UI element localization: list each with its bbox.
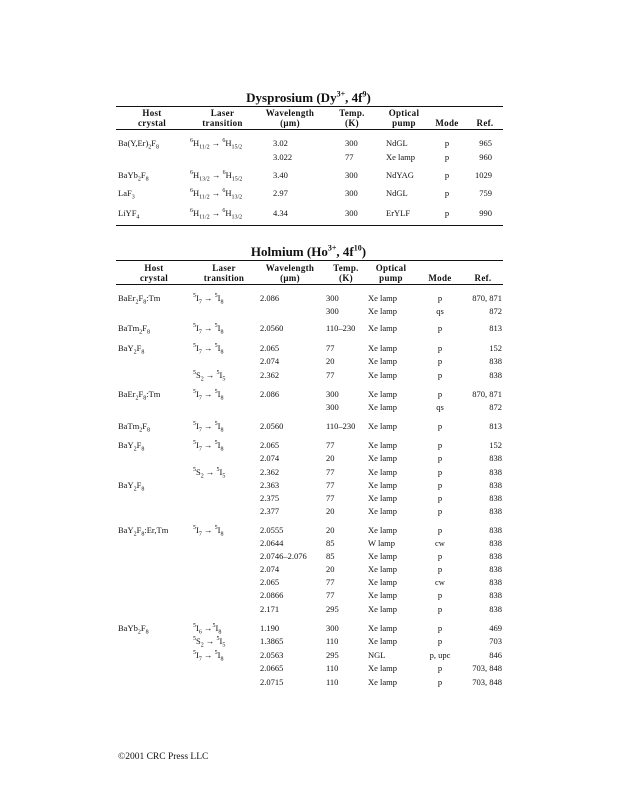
holmium-cell-wl: 2.086 (260, 389, 280, 399)
holmium-cell-ref: 813 (489, 323, 502, 333)
holmium-title: Holmium ($Ho^{3+}$, $4f^{10}$) (250, 243, 367, 259)
holmium-cell-ref: 838 (489, 453, 502, 463)
col-ref: Ref. (474, 273, 492, 283)
holmium-cell-pump: Xe lamp (368, 293, 398, 303)
holmium-cell-wl: 2.362 (260, 370, 280, 380)
col-host: Host crystal (139, 263, 169, 283)
holmium-cell-pump: Xe lamp (368, 551, 398, 561)
holmium-cell-host: $BaY_2F_8$ (118, 343, 145, 356)
holmium-cell-mode: p (437, 343, 443, 353)
holmium-cell-wl: 2.074 (260, 453, 280, 463)
holmium-cell-ref: 838 (489, 467, 502, 477)
holmium-cell-wl: 2.0560 (260, 323, 284, 333)
holmium-cell-wl: 2.086 (260, 293, 280, 303)
holmium-cell-ref: 838 (489, 370, 502, 380)
holmium-cell-temp: 300 (326, 306, 339, 316)
holmium-cell-ref: 872 (489, 402, 502, 412)
holmium-cell-trans: $^5I_7 \to ^5I_8$ (193, 525, 224, 538)
holmium-cell-pump: Xe lamp (368, 440, 398, 450)
col-mode: Mode (435, 118, 459, 128)
holmium-cell-mode: p (437, 493, 443, 503)
dysprosium-cell-host: $BaYb_2F_8$ (118, 170, 149, 183)
holmium-cell-temp: 77 (326, 343, 335, 353)
holmium-cell-temp: 20 (326, 564, 335, 574)
holmium-cell-mode: p (437, 421, 443, 431)
holmium-cell-ref: 838 (489, 590, 502, 600)
holmium-cell-ref: 152 (489, 440, 502, 450)
holmium-cell-wl: 2.074 (260, 564, 280, 574)
holmium-cell-trans: $^5S_2 \to ^5I_5$ (193, 636, 226, 649)
holmium-cell-wl: 2.0560 (260, 421, 284, 431)
holmium-cell-temp: 77 (326, 370, 335, 380)
holmium-cell-trans: $^5S_2 \to ^5I_5$ (193, 370, 226, 383)
holmium-cell-host: $BaTm_2F_8$ (118, 323, 150, 336)
ho-top-rule (116, 260, 503, 261)
holmium-cell-temp: 20 (326, 453, 335, 463)
holmium-cell-temp: 85 (326, 538, 335, 548)
holmium-cell-mode: p (437, 356, 443, 366)
holmium-cell-ref: 838 (489, 480, 502, 490)
holmium-cell-ref: 838 (489, 506, 502, 516)
col-ref: Ref. (476, 118, 494, 128)
holmium-cell-temp: 77 (326, 440, 335, 450)
col-temp: Temp. (K) (333, 263, 359, 283)
dysprosium-cell-temp: 77 (345, 152, 354, 162)
dysprosium-cell-ref: 1029 (475, 170, 492, 180)
dy-header-rule (116, 129, 503, 130)
holmium-cell-trans: $^5I_7 \to ^5I_8$ (193, 343, 224, 356)
holmium-cell-mode: p (437, 467, 443, 477)
dysprosium-cell-ref: 960 (479, 152, 492, 162)
holmium-cell-pump: Xe lamp (368, 590, 398, 600)
holmium-cell-mode: p, upc (429, 650, 451, 660)
holmium-cell-host: $BaY_2F_8$ (118, 480, 145, 493)
holmium-cell-ref: 838 (489, 493, 502, 503)
holmium-cell-ref: 838 (489, 577, 502, 587)
holmium-cell-mode: p (437, 623, 443, 633)
holmium-cell-host: $BaEr_2F_8:Tm$ (118, 389, 161, 402)
dysprosium-cell-trans: $^6H_{11/2} \to ^6H_{15/2}$ (190, 138, 243, 151)
holmium-cell-pump: Xe lamp (368, 577, 398, 587)
holmium-cell-wl: 2.362 (260, 467, 280, 477)
holmium-cell-wl: 1.190 (260, 623, 280, 633)
dysprosium-cell-pump: NdYAG (386, 170, 414, 180)
holmium-cell-trans: $^5S_2 \to ^5I_5$ (193, 467, 226, 480)
holmium-cell-trans: $^5I_7 \to ^5I_8$ (193, 421, 224, 434)
holmium-cell-pump: Xe lamp (368, 402, 398, 412)
holmium-cell-ref: 838 (489, 538, 502, 548)
dysprosium-cell-pump: NdGL (386, 188, 408, 198)
holmium-cell-ref: 846 (489, 650, 502, 660)
dysprosium-cell-trans: $^6H_{13/2} \to ^6H_{15/2}$ (190, 170, 243, 183)
holmium-cell-mode: qs (436, 402, 444, 412)
holmium-cell-wl: 2.0746–2.076 (260, 551, 307, 561)
dysprosium-cell-temp: 300 (345, 138, 358, 148)
holmium-cell-temp: 300 (326, 389, 339, 399)
holmium-cell-pump: Xe lamp (368, 370, 398, 380)
col-temp: Temp. (K) (339, 108, 365, 128)
holmium-cell-wl: 2.0715 (260, 677, 284, 687)
holmium-cell-mode: p (437, 551, 443, 561)
holmium-cell-mode: p (437, 604, 443, 614)
col-laser: Laser transition (203, 263, 245, 283)
dysprosium-cell-wl: 3.02 (273, 138, 288, 148)
col-pump: Optical pump (375, 263, 407, 283)
dysprosium-cell-temp: 300 (345, 208, 358, 218)
holmium-cell-ref: 469 (489, 623, 502, 633)
holmium-cell-ref: 870, 871 (472, 293, 502, 303)
holmium-cell-ref: 870, 871 (472, 389, 502, 399)
holmium-cell-mode: p (437, 370, 443, 380)
holmium-cell-wl: 1.3865 (260, 636, 284, 646)
holmium-cell-ref: 703 (489, 636, 502, 646)
holmium-cell-trans: $^5I_7 \to ^5I_8$ (193, 293, 224, 306)
holmium-cell-pump: Xe lamp (368, 636, 398, 646)
dysprosium-cell-wl: 3.40 (273, 170, 288, 180)
holmium-cell-temp: 77 (326, 467, 335, 477)
holmium-cell-temp: 110 (326, 677, 339, 687)
holmium-cell-pump: Xe lamp (368, 564, 398, 574)
dysprosium-cell-host: LaF$_3$ (118, 188, 135, 201)
holmium-cell-wl: 2.065 (260, 440, 280, 450)
col-mode: Mode (428, 273, 452, 283)
holmium-cell-temp: 20 (326, 525, 335, 535)
holmium-cell-wl: 2.363 (260, 480, 280, 490)
holmium-cell-temp: 85 (326, 551, 335, 561)
holmium-cell-host: $BaY_2F_8$ (118, 440, 145, 453)
holmium-cell-pump: Xe lamp (368, 493, 398, 503)
holmium-cell-temp: 300 (326, 402, 339, 412)
holmium-cell-mode: p (437, 389, 443, 399)
dysprosium-cell-ref: 965 (479, 138, 492, 148)
holmium-cell-mode: cw (435, 577, 445, 587)
holmium-cell-temp: 300 (326, 623, 339, 633)
holmium-cell-pump: Xe lamp (368, 389, 398, 399)
dysprosium-cell-pump: NdGL (386, 138, 408, 148)
holmium-cell-pump: W lamp (368, 538, 395, 548)
holmium-cell-ref: 838 (489, 525, 502, 535)
holmium-cell-pump: Xe lamp (368, 677, 398, 687)
holmium-cell-mode: cw (435, 538, 445, 548)
holmium-cell-mode: p (437, 677, 443, 687)
holmium-cell-mode: p (437, 590, 443, 600)
holmium-cell-temp: 20 (326, 356, 335, 366)
holmium-cell-mode: p (437, 636, 443, 646)
holmium-cell-ref: 838 (489, 551, 502, 561)
holmium-cell-ref: 838 (489, 564, 502, 574)
dysprosium-cell-ref: 759 (479, 188, 492, 198)
dysprosium-cell-host: $Ba(Y,Er)_2F_8$ (118, 138, 160, 151)
holmium-cell-temp: 295 (326, 650, 339, 660)
holmium-cell-wl: 2.0866 (260, 590, 284, 600)
holmium-cell-host: $BaYb_2F_8$ (118, 623, 149, 636)
holmium-cell-trans: $^5I_7 \to ^5I_8$ (193, 650, 224, 663)
dysprosium-cell-wl: 4.34 (273, 208, 288, 218)
dysprosium-cell-mode: p (444, 208, 450, 218)
holmium-cell-wl: 2.0555 (260, 525, 284, 535)
holmium-cell-ref: 872 (489, 306, 502, 316)
holmium-cell-pump: Xe lamp (368, 525, 398, 535)
holmium-cell-pump: NGL (368, 650, 386, 660)
col-wavelength: Wavelength (μm) (265, 108, 315, 128)
holmium-cell-wl: 2.0644 (260, 538, 284, 548)
holmium-cell-mode: p (437, 453, 443, 463)
holmium-cell-temp: 110 (326, 636, 339, 646)
holmium-cell-pump: Xe lamp (368, 506, 398, 516)
holmium-cell-wl: 2.074 (260, 356, 280, 366)
holmium-cell-temp: 295 (326, 604, 339, 614)
dy-bottom-rule (116, 225, 503, 226)
holmium-cell-host: $BaY_2F_8:Er,Tm$ (118, 525, 169, 538)
holmium-cell-mode: p (437, 564, 443, 574)
holmium-cell-mode: p (437, 293, 443, 303)
holmium-cell-temp: 110 (326, 663, 339, 673)
holmium-cell-temp: 77 (326, 480, 335, 490)
holmium-cell-pump: Xe lamp (368, 323, 398, 333)
holmium-cell-host: $BaEr_2F_8:Tm$ (118, 293, 161, 306)
dysprosium-cell-trans: $^6H_{11/2} \to ^6H_{13/2}$ (190, 208, 243, 221)
holmium-cell-host: $BaTm_2F_8$ (118, 421, 150, 434)
holmium-cell-wl: 2.0563 (260, 650, 284, 660)
holmium-cell-temp: 110–230 (326, 323, 356, 333)
col-host: Host crystal (137, 108, 167, 128)
dysprosium-cell-temp: 300 (345, 170, 358, 180)
holmium-cell-wl: 2.0665 (260, 663, 284, 673)
holmium-cell-trans: $^5I_7 \to ^5I_8$ (193, 389, 224, 402)
copyright-footer: ©2001 CRC Press LLC (118, 752, 209, 762)
dysprosium-cell-temp: 300 (345, 188, 358, 198)
col-wavelength: Wavelength (μm) (265, 263, 315, 283)
holmium-cell-trans: $^5I_7 \to ^5I_8$ (193, 440, 224, 453)
holmium-cell-mode: p (437, 440, 443, 450)
holmium-cell-temp: 77 (326, 493, 335, 503)
ho-header-rule (116, 284, 503, 285)
dysprosium-cell-pump: Xe lamp (386, 152, 416, 162)
dy-top-rule (116, 106, 503, 107)
holmium-cell-trans: $^5I_7 \to ^5I_8$ (193, 323, 224, 336)
holmium-cell-pump: Xe lamp (368, 480, 398, 490)
holmium-cell-temp: 110–230 (326, 421, 356, 431)
holmium-cell-mode: qs (436, 306, 444, 316)
holmium-cell-pump: Xe lamp (368, 663, 398, 673)
dysprosium-cell-wl: 2.97 (273, 188, 288, 198)
holmium-cell-pump: Xe lamp (368, 604, 398, 614)
dysprosium-cell-ref: 990 (479, 208, 492, 218)
holmium-cell-temp: 77 (326, 590, 335, 600)
holmium-cell-wl: 2.375 (260, 493, 280, 503)
holmium-cell-temp: 77 (326, 577, 335, 587)
dysprosium-cell-pump: ErYLF (386, 208, 411, 218)
holmium-cell-mode: p (437, 480, 443, 490)
holmium-cell-ref: 838 (489, 604, 502, 614)
holmium-cell-wl: 2.377 (260, 506, 280, 516)
holmium-cell-mode: p (437, 506, 443, 516)
holmium-cell-ref: 152 (489, 343, 502, 353)
holmium-cell-mode: p (437, 323, 443, 333)
dysprosium-cell-mode: p (444, 170, 450, 180)
holmium-cell-pump: Xe lamp (368, 356, 398, 366)
holmium-cell-ref: 703, 848 (472, 677, 502, 687)
holmium-cell-trans: $^5I_6 \to^5I_8$ (193, 623, 222, 636)
dysprosium-title: Dysprosium ($Dy^{3+}$, $4f^9$) (246, 89, 371, 105)
holmium-cell-pump: Xe lamp (368, 467, 398, 477)
dysprosium-cell-host: LiYF$_4$ (118, 208, 140, 221)
dysprosium-cell-mode: p (444, 188, 450, 198)
holmium-cell-ref: 838 (489, 356, 502, 366)
dysprosium-cell-mode: p (444, 138, 450, 148)
holmium-cell-pump: Xe lamp (368, 623, 398, 633)
holmium-cell-ref: 703, 848 (472, 663, 502, 673)
holmium-cell-temp: 20 (326, 506, 335, 516)
holmium-cell-mode: p (437, 663, 443, 673)
holmium-cell-pump: Xe lamp (368, 343, 398, 353)
col-laser: Laser transition (202, 108, 243, 128)
col-pump: Optical pump (388, 108, 420, 128)
holmium-cell-wl: 2.171 (260, 604, 280, 614)
holmium-cell-pump: Xe lamp (368, 453, 398, 463)
holmium-cell-pump: Xe lamp (368, 421, 398, 431)
dysprosium-cell-wl: 3.022 (273, 152, 293, 162)
holmium-cell-mode: p (437, 525, 443, 535)
holmium-cell-wl: 2.065 (260, 343, 280, 353)
holmium-cell-temp: 300 (326, 293, 339, 303)
holmium-cell-ref: 813 (489, 421, 502, 431)
dysprosium-cell-mode: p (444, 152, 450, 162)
holmium-cell-pump: Xe lamp (368, 306, 398, 316)
holmium-cell-wl: 2.065 (260, 577, 280, 587)
dysprosium-cell-trans: $^6H_{11/2} \to ^6H_{13/2}$ (190, 188, 243, 201)
